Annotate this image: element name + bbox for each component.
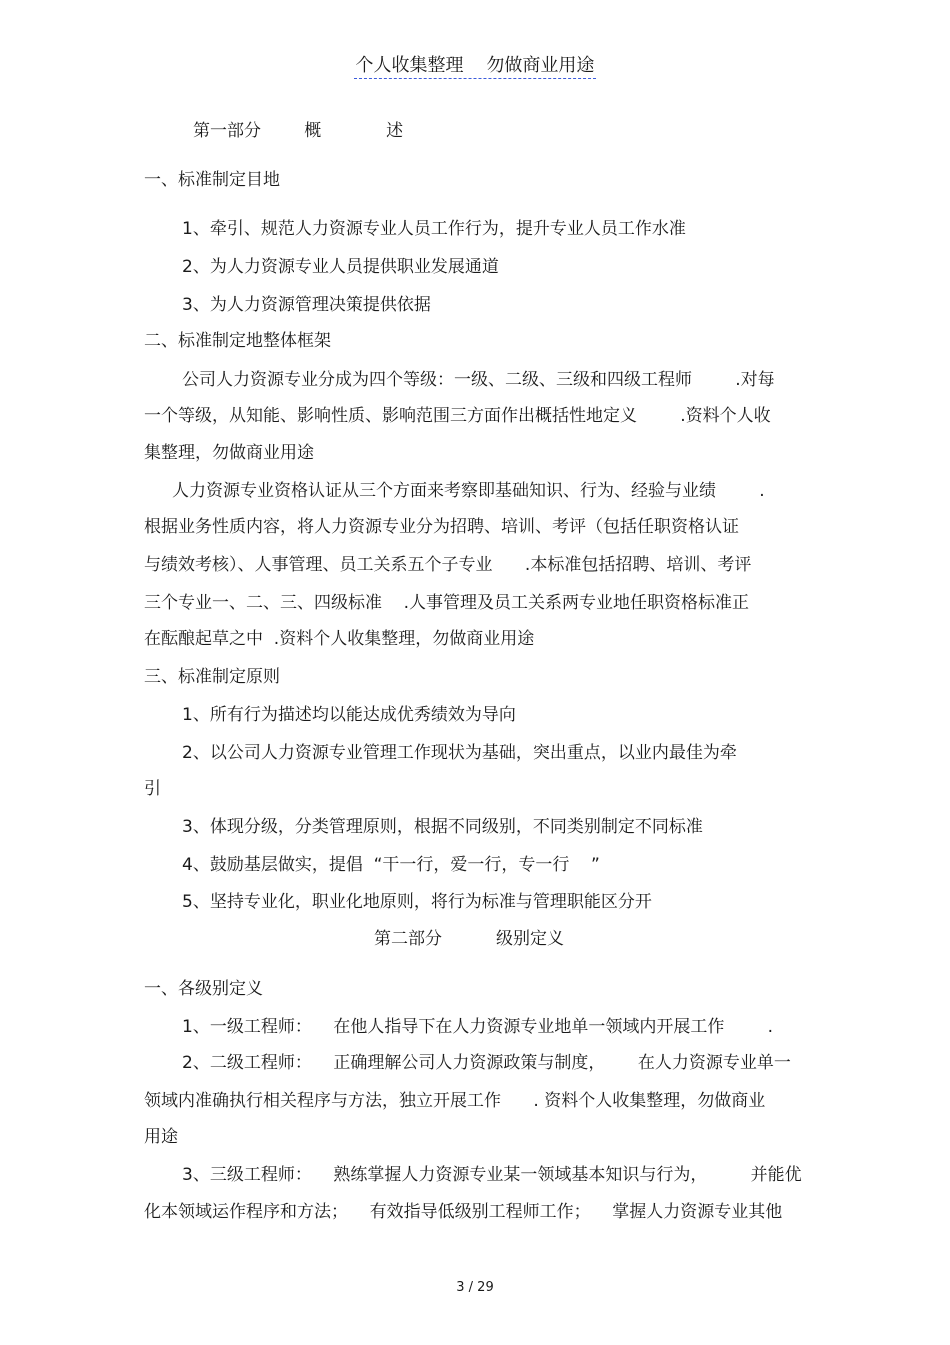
paragraph-line: 三个专业一、二、三、四级标准 .人事管理及员工关系两专业地任职资格标准正 [144, 593, 750, 613]
header-text: 个人收集整理 勿做商业用途 [354, 55, 597, 79]
paragraph-line: 根据业务性质内容，将人力资源专业分为招聘、培训、考评（包括任职资格认证 [144, 517, 739, 537]
section-heading-purpose: 一、标准制定目地 [144, 170, 280, 190]
part-two-title: 第二部分 级别定义 [374, 929, 565, 949]
part-one-title: 第一部分 概 述 [193, 121, 404, 141]
section-heading-principles: 三、标准制定原则 [144, 667, 280, 687]
paragraph-line: 集整理，勿做商业用途 [144, 443, 314, 463]
page-number: 3 / 29 [456, 1280, 494, 1295]
paragraph-line: 公司人力资源专业分成为四个等级：一级、二级、三级和四级工程师 .对每 [182, 370, 775, 390]
paragraph-line: 在酝酿起草之中 .资料个人收集整理，勿做商业用途 [144, 629, 535, 649]
section-heading-framework: 二、标准制定地整体框架 [144, 331, 331, 351]
list-item: 3、三级工程师： 熟练掌握人力资源专业某一领域基本知识与行为， 并能优 [182, 1165, 802, 1185]
page-header [0, 54, 950, 78]
list-item: 4、鼓励基层做实，提倡 “干一行，爱一行，专一行 ” [182, 855, 600, 875]
paragraph-line: 化本领域运作程序和方法； 有效指导低级别工程师工作； 掌握人力资源专业其他 [144, 1202, 783, 1222]
section-heading-levels: 一、各级别定义 [144, 979, 263, 999]
list-item: 3、体现分级，分类管理原则，根据不同级别，不同类别制定不同标准 [182, 817, 703, 837]
list-item: 2、以公司人力资源专业管理工作现状为基础，突出重点，以业内最佳为牵 [182, 743, 737, 763]
list-item: 1、牵引、规范人力资源专业人员工作行为，提升专业人员工作水准 [182, 219, 686, 239]
list-item: 5、坚持专业化，职业化地原则，将行为标准与管理职能区分开 [182, 892, 652, 912]
list-item-continuation: 引 [144, 779, 161, 799]
list-item: 3、为人力资源管理决策提供依据 [182, 295, 431, 315]
list-item: 2、为人力资源专业人员提供职业发展通道 [182, 257, 499, 277]
list-item: 2、二级工程师： 正确理解公司人力资源政策与制度， 在人力资源专业单一 [182, 1053, 791, 1073]
list-item: 1、所有行为描述均以能达成优秀绩效为导向 [182, 705, 516, 725]
paragraph-line: 领域内准确执行相关程序与方法，独立开展工作 . 资料个人收集整理，勿做商业 [144, 1091, 766, 1111]
paragraph-line: 用途 [144, 1127, 178, 1147]
paragraph-line: 人力资源专业资格认证从三个方面来考察即基础知识、行为、经验与业绩 . [172, 481, 765, 501]
list-item: 1、一级工程师： 在他人指导下在人力资源专业地单一领域内开展工作 . [182, 1017, 774, 1037]
paragraph-line: 与绩效考核）、人事管理、员工关系五个子专业 .本标准包括招聘、培训、考评 [144, 555, 752, 575]
paragraph-line: 一个等级，从知能、影响性质、影响范围三方面作出概括性地定义 .资料个人收 [144, 406, 771, 426]
